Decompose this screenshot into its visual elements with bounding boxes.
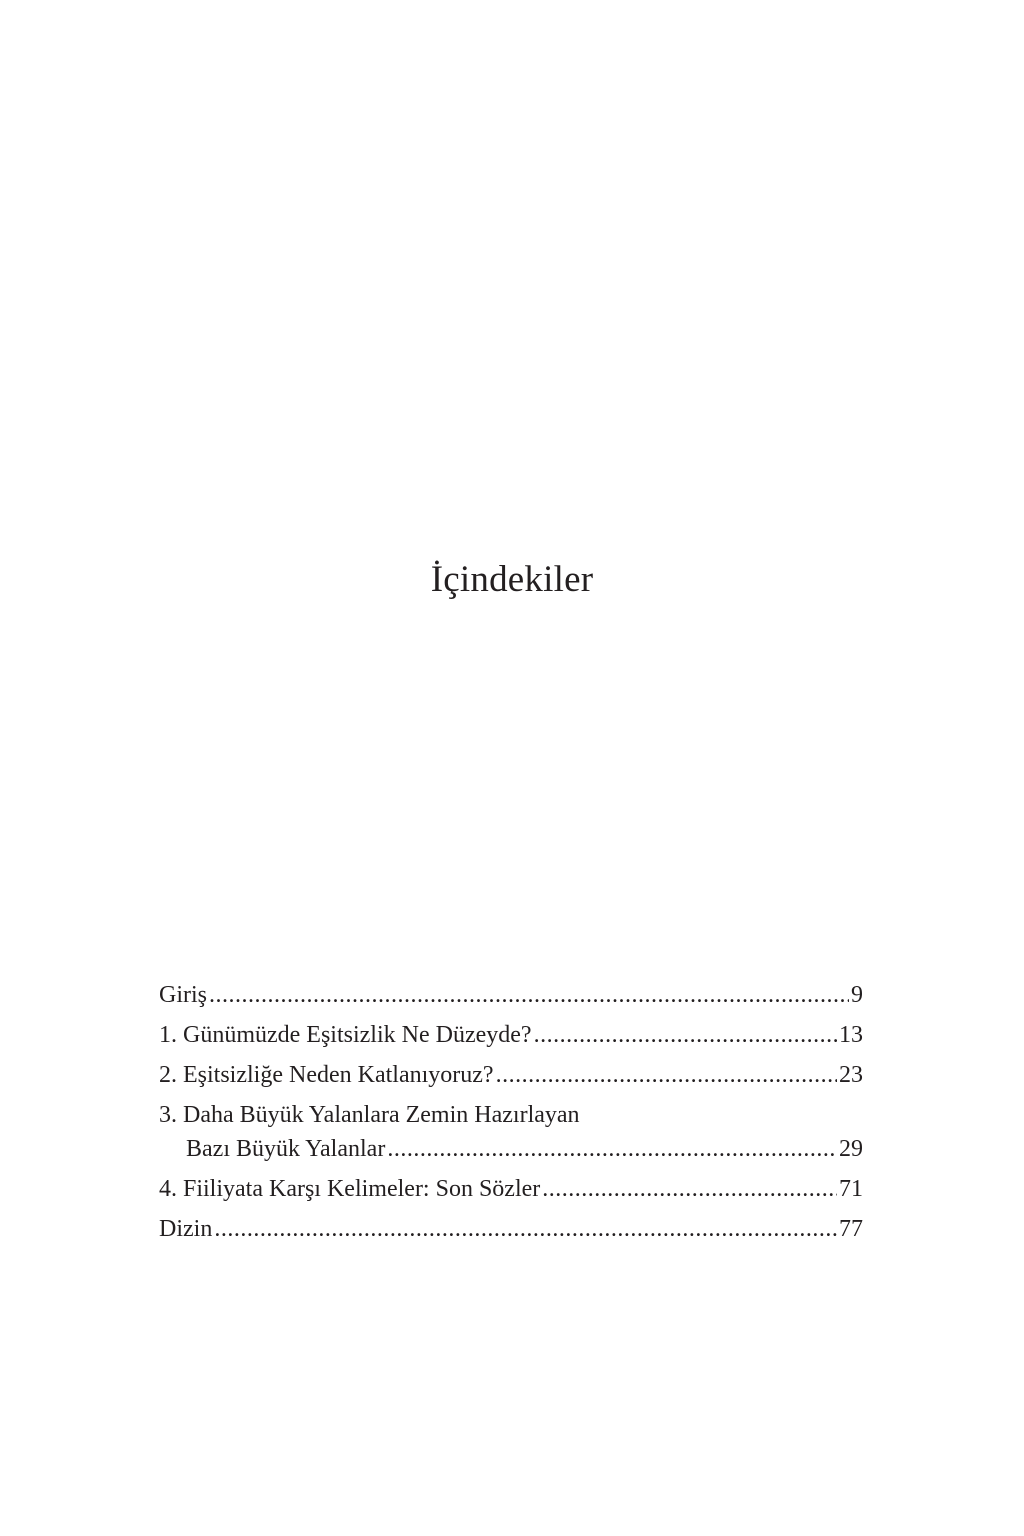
toc-entry-label-line-1: 3. Daha Büyük Yalanlara Zemin Hazırlayan [159, 1102, 580, 1128]
toc-page-number: 23 [839, 1062, 863, 1088]
toc-page-number: 71 [839, 1176, 863, 1202]
page-title: İçindekiler [430, 559, 594, 600]
dot-leader [387, 1132, 837, 1166]
dot-leader [542, 1172, 837, 1206]
toc-entry-label: 4. Fiiliyata Karşı Kelimeler: Son Sözler [159, 1176, 541, 1202]
toc-page-number: 29 [839, 1136, 863, 1162]
table-of-contents [159, 978, 863, 1246]
toc-entry-label-line-2: Bazı Büyük Yalanlar [186, 1136, 386, 1162]
toc-entry-chapter-2[interactable] [159, 1058, 863, 1092]
toc-entry-chapter-3[interactable] [159, 1098, 863, 1166]
dot-leader [214, 1212, 837, 1246]
dot-leader [496, 1058, 837, 1092]
dot-leader [534, 1018, 837, 1052]
toc-entry-label: 2. Eşitsizliğe Neden Katlanıyoruz? [159, 1062, 494, 1088]
dot-leader [209, 978, 849, 1012]
toc-entry-dizin[interactable] [159, 1212, 863, 1246]
toc-entry-label: Dizin [159, 1216, 213, 1242]
toc-entry-chapter-4[interactable] [159, 1172, 863, 1206]
toc-entry-label: Giriş [159, 982, 207, 1008]
toc-page-number: 9 [851, 982, 863, 1008]
toc-entry-giris[interactable] [159, 978, 863, 1012]
toc-entry-label: 1. Günümüzde Eşitsizlik Ne Düzeyde? [159, 1022, 532, 1048]
toc-page-number: 13 [839, 1022, 863, 1048]
toc-entry-chapter-1[interactable] [159, 1018, 863, 1052]
toc-page-number: 77 [839, 1216, 863, 1242]
